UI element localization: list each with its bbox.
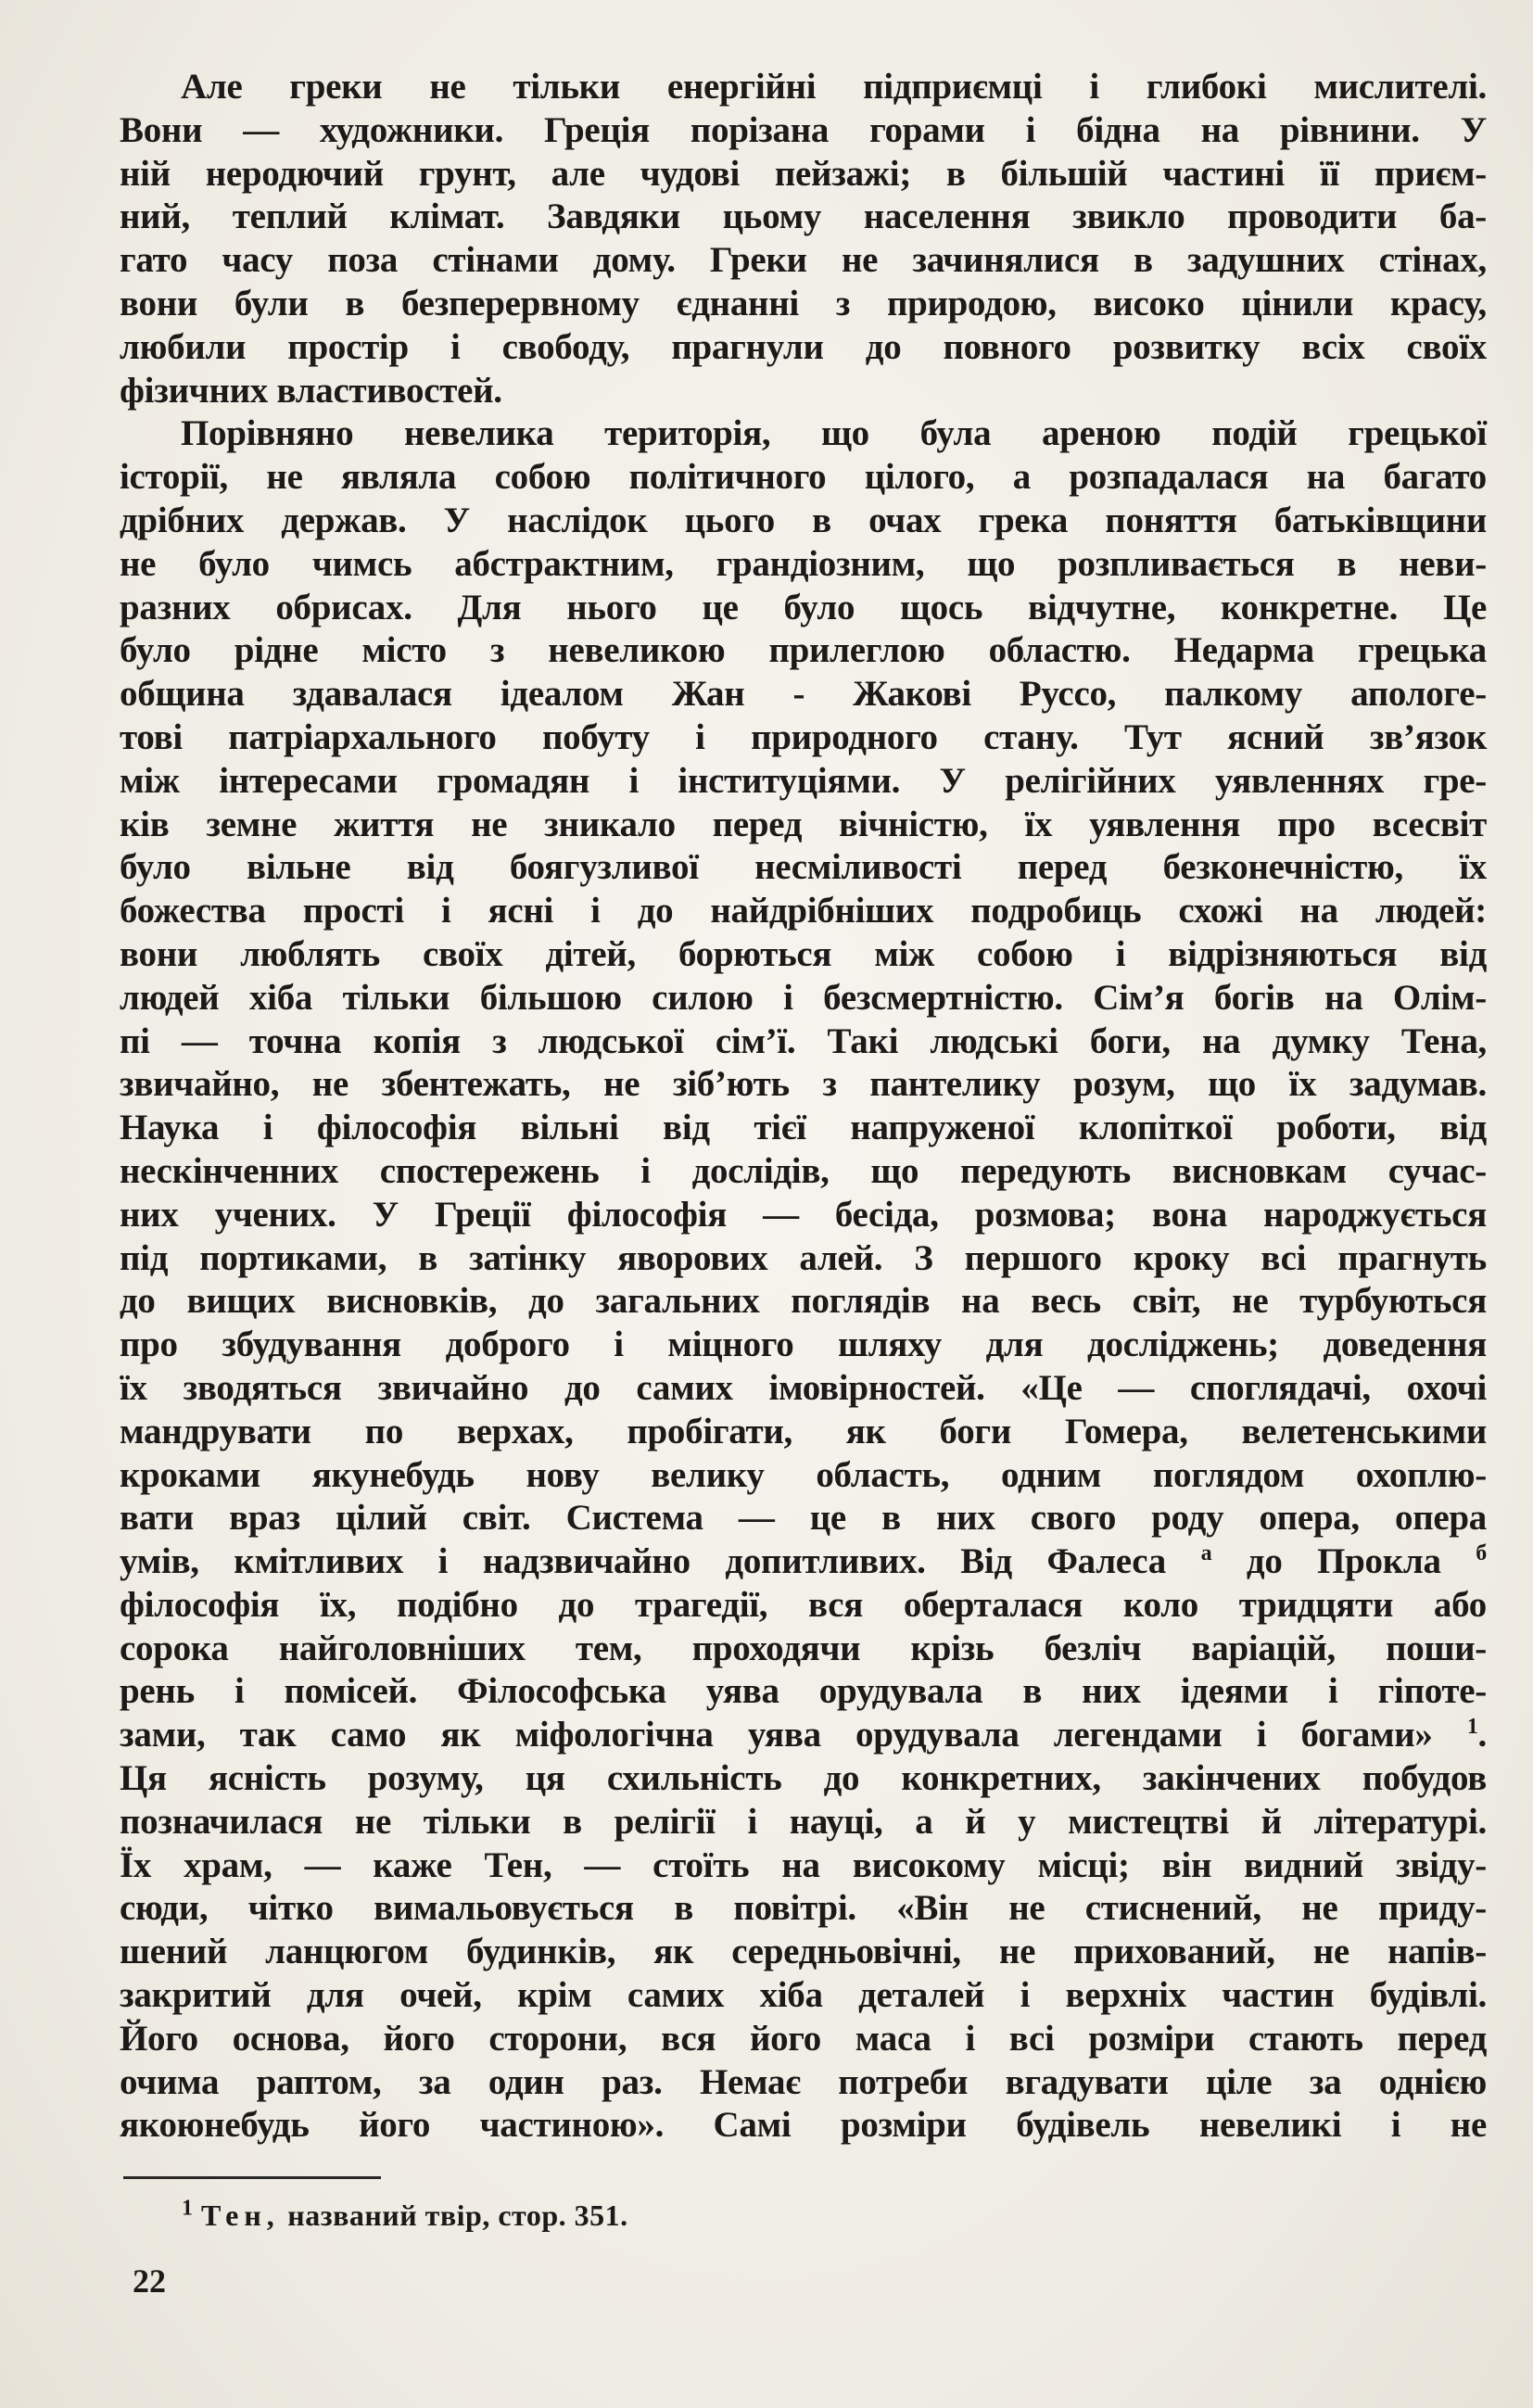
text-line: під портиками, в затінку яворових алей. З першого кроку всі прагнуть — [120, 1237, 1487, 1278]
text-line: дрібних держав. У наслідок цього в очах грека поняття батьківщини — [120, 500, 1487, 540]
text-line: їх зводяться звичайно до самих імовірностей. «Це — споглядачі, охочі — [120, 1367, 1487, 1408]
text-line: Наука і філософія вільні від тієї напруженої клопіткої роботи, від — [120, 1108, 1487, 1148]
text-line: вони люблять своїх дітей, борються між собою і відрізняються від — [120, 933, 1487, 974]
text-line: вони були в безперервному єднанні з природою, високо цінили красу, — [120, 283, 1487, 323]
text-line: очима раптом, за один раз. Немає потреби вгадувати ціле за однією — [120, 2061, 1487, 2102]
text-line: гато часу поза стінами дому. Греки не зачинялися в задушних стінах, — [120, 240, 1487, 281]
footnote-divider — [123, 2176, 381, 2179]
text-line: Ця ясність розуму, ця схильність до конкретних, закінчених побудов — [120, 1758, 1487, 1799]
text-segment: до Прокла — [1211, 1541, 1476, 1582]
text-line: вати враз цілий світ. Система — це в них свого роду опера, опера — [120, 1498, 1487, 1539]
text-line: фізичних властивостей. — [120, 370, 502, 411]
text-line: було вільне від боягузливої несміливості перед безконечністю, їх — [120, 847, 1487, 888]
text-line: ків земне життя не зникало перед вічністю, їх уявлення про всесвіт — [120, 804, 1487, 844]
superscript-note-marker: 1 — [1466, 1715, 1478, 1740]
text-line: сюди, чітко вимальовується в повітрі. «Він не стиснений, не приду- — [120, 1888, 1487, 1929]
text-line: любили простір і свободу, прагнули до повного розвитку всіх своїх — [120, 326, 1487, 367]
text-line: закритий для очей, крім самих хіба деталей і верхніх частин будівлі. — [120, 1975, 1487, 2016]
text-line: община здавалася ідеалом Жан - Жакові Руссо, палкому апологе- — [120, 674, 1487, 715]
superscript-note-marker: б — [1476, 1541, 1487, 1566]
text-line: кроками якунебудь нову велику область, одним поглядом охоплю- — [120, 1454, 1487, 1495]
text-line: не було чимсь абстрактним, грандіозним, що розпливається в неви- — [120, 543, 1487, 584]
text-line: філософія їх, подібно до трагедії, вся оберталася коло тридцяти або — [120, 1584, 1487, 1625]
text-line — [120, 1540, 1487, 1584]
text-line — [120, 1714, 1487, 1757]
footnote-author: Тен, — [201, 2199, 280, 2232]
text-line: про збудування доброго і міцного шляху для досліджень; доведення — [120, 1324, 1487, 1365]
text-line: звичайно, не збентежать, не зіб’ють з пантелику розум, що їх задумав. — [120, 1064, 1487, 1105]
text-line: пі — точна копія з людської сім’ї. Такі людські боги, на думку Тена, — [120, 1020, 1487, 1061]
text-line: них учених. У Греції філософія — бесіда, розмова; вона народжується — [120, 1194, 1487, 1235]
footnote-marker: 1 — [182, 2196, 194, 2221]
footnote-text: названий твір, стор. 351. — [279, 2199, 628, 2232]
text-line: якоюнебудь його частиною». Самі розміри будівель невеликі і не — [120, 2105, 1487, 2146]
text-line: було рідне місто з невеликою прилеглою областю. Недарма грецька — [120, 630, 1487, 671]
text-segment: . — [1477, 1715, 1487, 1755]
text-line: Його основа, його сторони, вся його маса і всі розміри стають перед — [120, 2018, 1487, 2059]
text-line: мандрувати по верхах, пробігати, як боги Гомера, велетенськими — [120, 1411, 1487, 1451]
text-line: ній неродючий грунт, але чудові пейзажі; в більшій частині її приєм- — [120, 153, 1487, 194]
text-line: до вищих висновків, до загальних поглядів на весь світ, не турбуються — [120, 1281, 1487, 1322]
text-line: історії, не являла собою політичного цілого, а розпадалася на багато — [120, 457, 1487, 498]
page-number: 22 — [133, 2262, 166, 2300]
text-line: нескінченних спостережень і дослідів, що передують висновкам сучас- — [120, 1150, 1487, 1191]
text-line: Порівняно невелика територія, що була ареною подій грецької — [181, 413, 1487, 454]
text-line: між інтересами громадян і інституціями. У релігійних уявленнях гре- — [120, 760, 1487, 801]
text-line: шений ланцюгом будинків, як середньовічні, не прихований, не напів- — [120, 1932, 1487, 1972]
text-line: Вони — художники. Греція порізана горами і бідна на рівнини. У — [120, 109, 1487, 150]
body-text — [120, 66, 1487, 2148]
text-line: рень і помісей. Філософська уява орудувала в них ідеями і гіпоте- — [120, 1671, 1487, 1712]
text-line: божества прості і ясні і до найдрібніших подробиць схожі на людей: — [120, 891, 1487, 932]
superscript-note-marker: а — [1200, 1541, 1212, 1566]
text-segment: зами, так само як міфологічна уява орудувала легендами і богами» — [120, 1715, 1467, 1755]
text-line: разних обрисах. Для нього це було щось відчутне, конкретне. Це — [120, 587, 1487, 627]
text-segment: умів, кмітливих і надзвичайно допитливих. Від Фалеса — [120, 1541, 1201, 1582]
footnote — [182, 2196, 628, 2233]
text-line: Але греки не тільки енергійні підприємці і глибокі мислителі. — [181, 67, 1487, 107]
text-line: людей хіба тільки більшою силою і безсмертністю. Сім’я богів на Олім- — [120, 977, 1487, 1018]
text-line: ний, теплий клімат. Завдяки цьому населення звикло проводити ба- — [120, 196, 1487, 237]
text-line: Їх храм, — каже Тен, — стоїть на високому місці; він видний звіду- — [120, 1844, 1487, 1885]
text-line: позначилася не тільки в релігії і науці, а й у мистецтві й літературі. — [120, 1801, 1487, 1842]
text-line: тові патріархального побуту і природного стану. Тут ясний зв’язок — [120, 716, 1487, 757]
text-line: сорока найголовніших тем, проходячи крізь безліч варіацій, поши- — [120, 1628, 1487, 1668]
